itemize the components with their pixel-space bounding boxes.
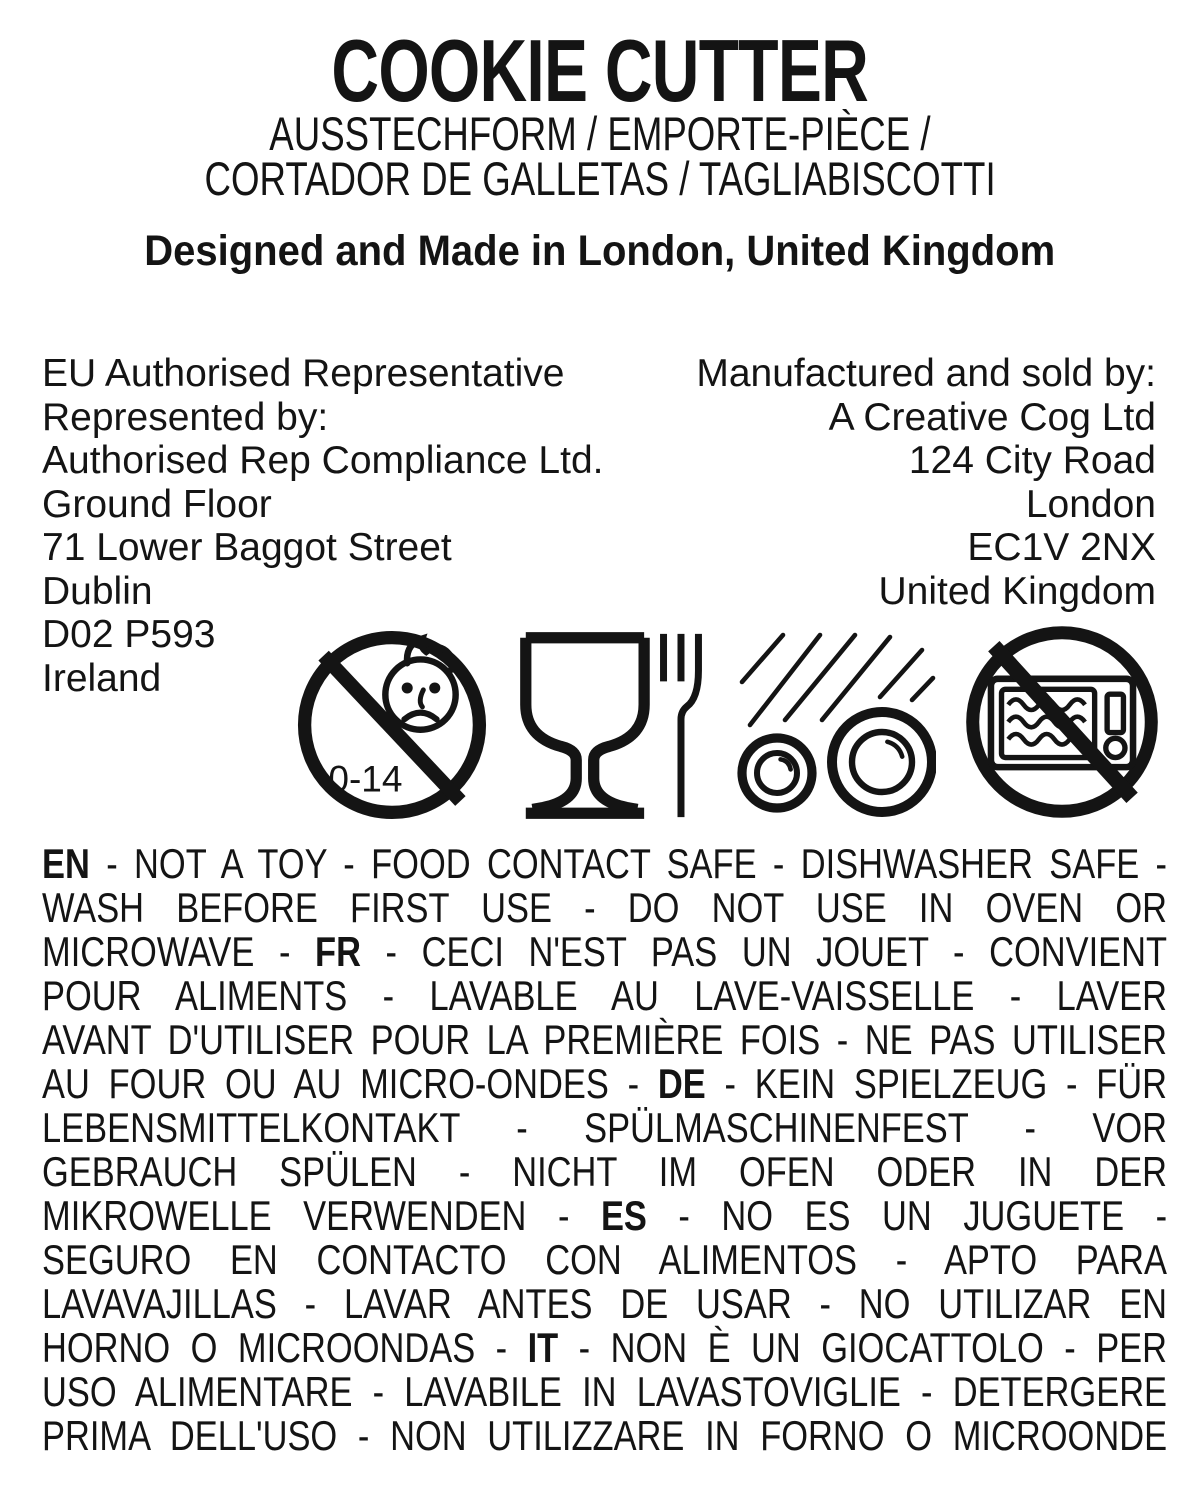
notice-line: USO ALIMENTARE - LAVABILE IN LAVASTOVIGLIE - DETERGERE (42, 1368, 1168, 1415)
notice-line: SEGURO EN CONTACTO CON ALIMENTOS - APTO PARA (42, 1236, 1168, 1283)
manufacturer-line: A Creative Cog Ltd (828, 395, 1156, 439)
child-face (385, 639, 455, 730)
plate-large (832, 712, 932, 812)
notice-line: POUR ALIMENTS - LAVABLE AU LAVE-VAISSELLE - LAVER (42, 972, 1168, 1019)
do-not-microwave-icon (966, 626, 1158, 818)
notice-line: AU FOUR OU AU MICRO-ONDES - DE - KEIN SPIELZEUG - FÜR (42, 1060, 1168, 1107)
age-range-label: 0-14 (328, 757, 403, 800)
product-title-translations-line1-row (0, 107, 1200, 160)
eu-rep-line: Represented by: (42, 395, 329, 439)
notice-line: LEBENSMITTELKONTAKT - SPÜLMASCHINENFEST - VOR (42, 1104, 1168, 1151)
language-code-de: DE (657, 1060, 706, 1107)
manufacturer-line: United Kingdom (878, 569, 1156, 613)
notice-line: PRIMA DELL'USO - NON UTILIZZARE IN FORNO O MICROONDE (42, 1412, 1168, 1459)
plate-small (742, 738, 812, 808)
language-code-it: IT (527, 1324, 559, 1371)
notice-line: AVANT D'UTILISER POUR LA PREMIÈRE FOIS - NE PAS UTILISER (42, 1016, 1168, 1063)
fork (664, 634, 699, 817)
product-title-translations-line2: CORTADOR DE GALLETAS / TAGLIABISCOTTI (204, 152, 996, 205)
water-spray-lines (742, 635, 933, 725)
language-code-en: EN (42, 840, 90, 887)
microwave-button (1106, 738, 1125, 757)
product-title: COOKIE CUTTER (331, 21, 869, 120)
language-code-es: ES (600, 1192, 647, 1239)
notice-line: MIKROWELLE VERWENDEN - ES - NO ES UN JUGUETE - (42, 1192, 1168, 1239)
notice-line: WASH BEFORE FIRST USE - DO NOT USE IN OVEN OR (42, 884, 1168, 931)
prohibition-slash (994, 646, 1132, 798)
food-contact-safe-icon (519, 629, 713, 823)
manufacturer-line: London (1025, 482, 1156, 526)
eu-rep-line: Ground Floor (42, 482, 272, 526)
multilingual-safety-notice (42, 842, 1167, 1458)
eu-rep-line: 71 Lower Baggot Street (42, 526, 452, 569)
manufacturer-line: Manufactured and sold by: (696, 352, 1156, 395)
nose (420, 690, 423, 707)
manufacturer-block (696, 352, 1156, 613)
notice-line: EN - NOT A TOY - FOOD CONTACT SAFE - DISHWASHER SAFE - (42, 840, 1168, 887)
wine-glass (526, 638, 644, 814)
eu-rep-line: D02 P593 (42, 613, 216, 656)
multilingual-safety-notice-text (42, 842, 1167, 1458)
page-title-row (0, 21, 1200, 120)
manufacturer-line: EC1V 2NX (967, 526, 1156, 569)
microwave-panel (1107, 694, 1123, 732)
notice-line: HORNO O MICROONDAS - IT - NON È UN GIOCATTOLO - PER (42, 1324, 1168, 1371)
origin-tagline: Designed and Made in London, United Kingdom (144, 227, 1056, 275)
eu-rep-line: EU Authorised Representative (42, 352, 565, 395)
dishwasher-safe-icon (736, 628, 936, 828)
eu-rep-line: Ireland (42, 656, 162, 700)
notice-line: LAVAVAJILLAS - LAVAR ANTES DE USAR - NO UTILIZAR EN (42, 1280, 1168, 1327)
no-children-0-14-icon (297, 630, 487, 820)
frown-mouth (404, 713, 436, 720)
product-title-translations-line2-row (0, 152, 1200, 205)
origin-tagline-row (0, 228, 1200, 274)
eu-rep-line: Dublin (42, 569, 153, 613)
eu-rep-line: Authorised Rep Compliance Ltd. (42, 439, 604, 482)
language-code-fr: FR (315, 928, 361, 975)
notice-line: MICROWAVE - FR - CECI N'EST PAS UN JOUET - CONVIENT (42, 928, 1168, 975)
product-title-translations-line1: AUSSTECHFORM / EMPORTE-PIÈCE / (269, 107, 931, 160)
manufacturer-line: 124 City Road (908, 439, 1156, 482)
notice-line: GEBRAUCH SPÜLEN - NICHT IM OFEN ODER IN DER (42, 1148, 1168, 1195)
